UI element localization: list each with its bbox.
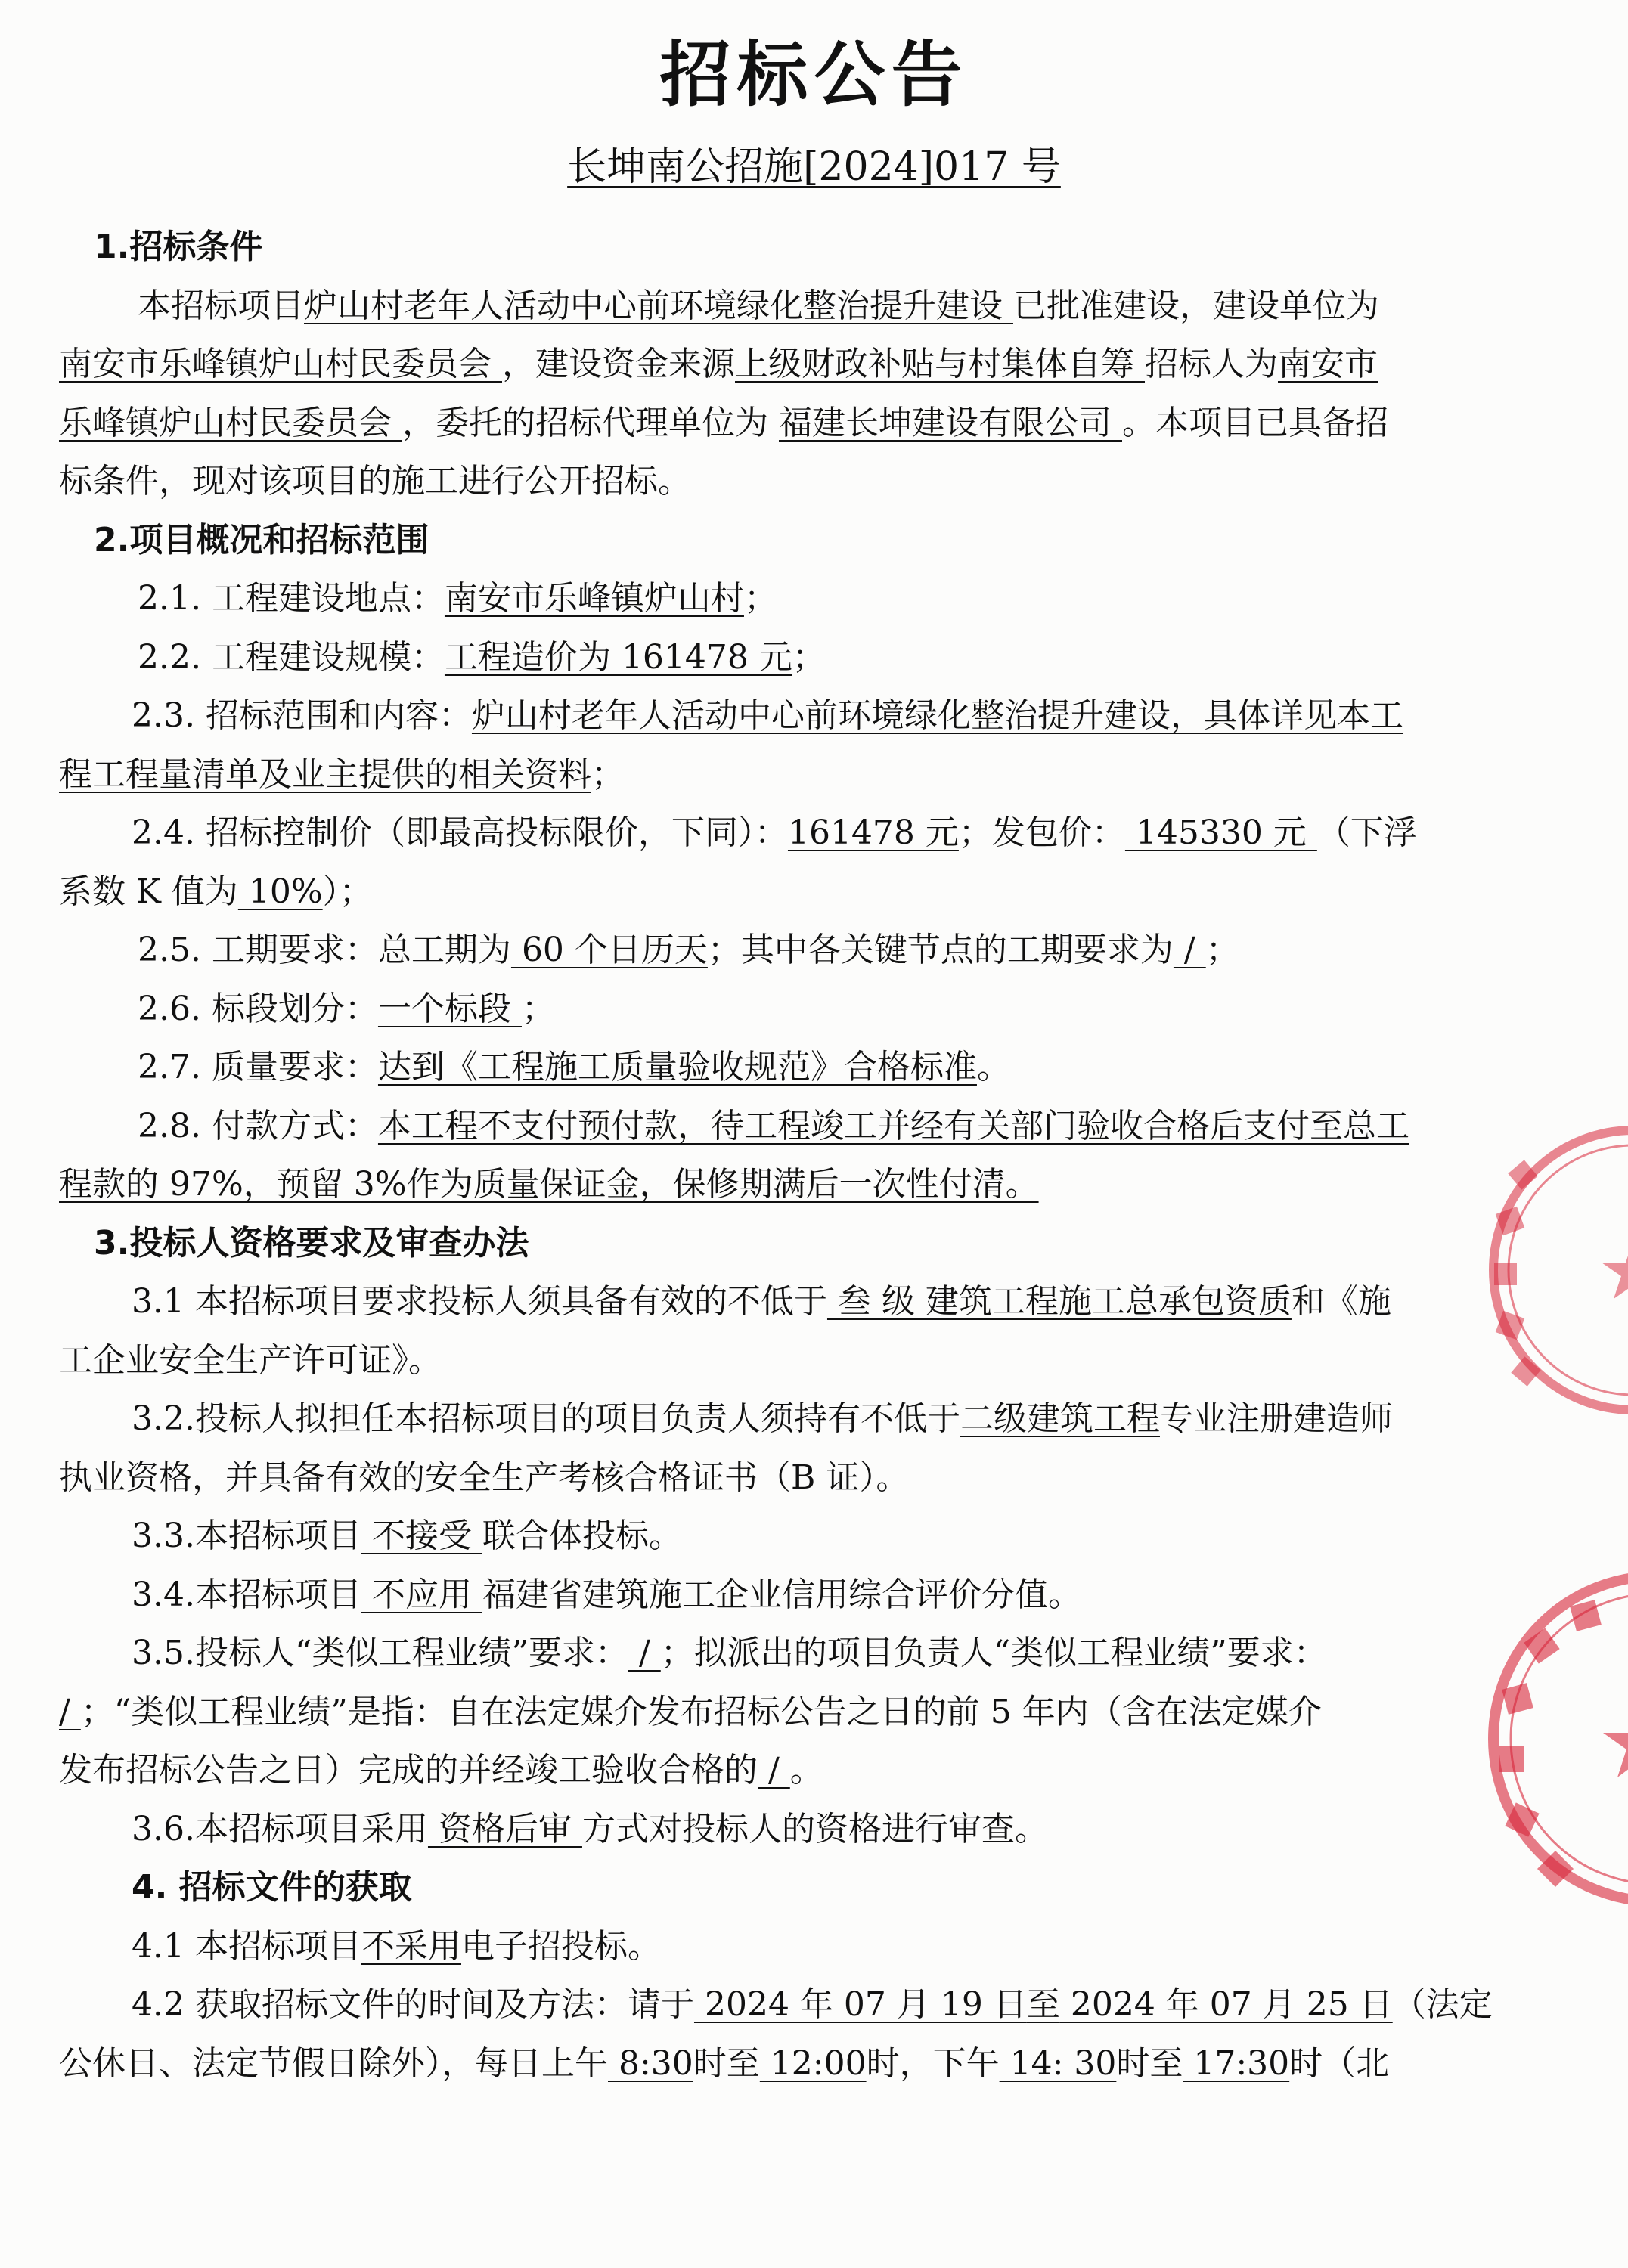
value: 不应用: [361, 1575, 482, 1614]
text: ）；: [322, 872, 373, 911]
item-2-5: [59, 921, 1496, 980]
text: 时至: [1116, 2043, 1183, 2083]
text: ；: [743, 579, 777, 618]
tenderer: 南安市: [1278, 345, 1378, 383]
fund-source: 上级财政补贴与村集体自筹: [735, 345, 1145, 383]
text: 方式对投标人的资格进行审查。: [581, 1809, 1048, 1848]
item-3-1: [59, 1272, 1496, 1331]
text: 系数 K 值为: [59, 872, 238, 911]
item-3-5: [59, 1624, 1496, 1683]
time: 14: 30: [999, 2043, 1117, 2083]
section-1-para-line-1: [59, 277, 1496, 336]
text: （法定: [1392, 1985, 1493, 2024]
time: 17:30: [1183, 2043, 1290, 2083]
item-2-3: [59, 686, 1496, 745]
item-2-8-cont: [59, 1155, 1496, 1214]
text: 福建省建筑施工企业信用综合评价分值。: [482, 1575, 1081, 1614]
item-2-1: [59, 569, 1496, 628]
text: 3.3.本招标项目: [132, 1517, 361, 1555]
section-1-para-line-4: 标条件，现对该项目的施工进行公开招标。: [59, 462, 691, 500]
item-3-2: [59, 1390, 1496, 1448]
item-2-7: [59, 1038, 1496, 1097]
section-3-heading: 3.投标人资格要求及审查办法: [94, 1223, 529, 1263]
value: 工程造价为 161478 元: [444, 637, 792, 677]
section-2-heading: 2.项目概况和招标范围: [94, 520, 429, 559]
text: ；: [521, 989, 555, 1028]
value: 程工程量清单及业主提供的相关资料: [59, 754, 591, 794]
value: /: [1173, 931, 1206, 969]
text: ；: [1205, 931, 1239, 969]
text: 本招标项目: [138, 286, 304, 325]
value: 不接受: [361, 1517, 482, 1555]
text: 联合体投标。: [482, 1517, 682, 1555]
value: /: [758, 1751, 790, 1789]
time: 12:00: [759, 2043, 867, 2083]
value: /: [628, 1634, 661, 1672]
value: 60 个日历天: [510, 931, 708, 969]
qualification: 叁 级 建筑工程施工总承包资质: [826, 1282, 1292, 1321]
item-4-2: [59, 1975, 1496, 2034]
label: 2.2. 工程建设规模：: [138, 637, 445, 677]
item-2-4: [59, 804, 1496, 863]
start-date: 2024 年 07 月 19 日: [693, 1985, 1027, 2024]
section-4-heading: 4. 招标文件的获取: [132, 1868, 412, 1907]
text: 4.2 获取招标文件的时间及方法：请于: [132, 1985, 694, 2024]
k-value: 10%: [237, 872, 323, 911]
project-name: 炉山村老年人活动中心前环境绿化整治提升建设: [304, 286, 1013, 325]
text: 时（北: [1289, 2043, 1390, 2083]
item-2-4-cont: [59, 863, 1496, 922]
agency: 福建长坤建设有限公司: [779, 403, 1122, 442]
text: 3.2.投标人拟担任本招标项目的项目负责人须持有不低于: [132, 1399, 960, 1438]
text: 。: [789, 1751, 823, 1789]
value: 炉山村老年人活动中心前环境绿化整治提升建设，具体详见本工: [471, 696, 1403, 735]
document-body: [59, 218, 1496, 2093]
value: 不采用: [361, 1926, 461, 1966]
text: 已批准建设，建设单位为: [1012, 286, 1379, 325]
label: 2.3. 招标范围和内容：: [132, 696, 472, 735]
text: ；拟派出的项目负责人“类似工程业绩”要求：: [660, 1634, 1327, 1672]
section-1-heading: 1.招标条件: [94, 228, 263, 266]
value: 程款的 97%，预留 3%作为质量保证金，保修期满后一次性付清。: [59, 1165, 1039, 1204]
text: 时至: [693, 2043, 760, 2083]
document-number: [0, 141, 1628, 194]
value: 南安市乐峰镇炉山村: [444, 579, 744, 618]
text: 。本项目已具备招: [1122, 403, 1388, 442]
item-2-8: [59, 1097, 1496, 1156]
text: 和《施: [1291, 1282, 1391, 1321]
label: 2.4. 招标控制价（即最高投标限价，下同）：: [132, 813, 788, 852]
value: 本工程不支付预付款，待工程竣工并经有关部门验收合格后支付至总工: [377, 1106, 1409, 1145]
item-2-3-cont: [59, 745, 1496, 804]
end-date: 2024 年 07 月 25 日: [1059, 1985, 1393, 2024]
text: ，建设资金来源: [502, 345, 735, 383]
tenderer: 乐峰镇炉山村民委员会: [59, 403, 402, 442]
text: 发布招标公告之日）完成的并经竣工验收合格的: [59, 1751, 758, 1789]
text: ；其中各关键节点的工期要求为: [707, 931, 1174, 969]
text: ，委托的招标代理单位为: [402, 403, 779, 442]
text: 。: [976, 1048, 1010, 1086]
document-number-text: 长坤南公招施[2024]017 号: [567, 144, 1061, 190]
label: 2.6. 标段划分：: [138, 989, 378, 1028]
item-2-2: [59, 628, 1496, 687]
text: 4.1 本招标项目: [132, 1926, 361, 1966]
label: 2.1. 工程建设地点：: [138, 579, 445, 618]
item-3-5-cont: [59, 1683, 1496, 1742]
value: 达到《工程施工质量验收规范》合格标准: [377, 1048, 977, 1086]
text: ；: [792, 637, 826, 677]
text: 专业注册建造师: [1159, 1399, 1393, 1438]
text: 3.6.本招标项目采用: [132, 1809, 428, 1848]
label: 2.5. 工期要求：总工期为: [138, 931, 511, 969]
label: 2.7. 质量要求：: [138, 1048, 378, 1086]
item-3-2-cont: 执业资格，并具备有效的安全生产考核合格证书（B 证）。: [59, 1458, 910, 1497]
value: 二级建筑工程: [960, 1399, 1160, 1438]
item-3-6: [59, 1800, 1496, 1859]
item-4-1: [59, 1917, 1496, 1976]
section-1-para-line-3: [59, 394, 1496, 453]
control-price: 161478 元: [787, 813, 959, 852]
value: 一个标段: [377, 989, 522, 1028]
text: 公休日、法定节假日除外），每日上午: [59, 2043, 608, 2083]
text: 3.5.投标人“类似工程业绩”要求：: [132, 1634, 628, 1672]
label: 2.8. 付款方式：: [138, 1106, 378, 1145]
contract-price: 145330 元: [1124, 813, 1317, 852]
text: 3.4.本招标项目: [132, 1575, 361, 1614]
text: 至: [1026, 1985, 1060, 2024]
value: 资格后审: [427, 1809, 582, 1848]
text: ；发包价：: [958, 813, 1125, 852]
construction-unit: 南安市乐峰镇炉山村民委员会: [59, 345, 502, 383]
item-3-4: [59, 1566, 1496, 1625]
text: ；: [591, 754, 625, 794]
item-3-5-cont-2: [59, 1741, 1496, 1800]
section-1-para-line-2: [59, 335, 1496, 394]
text: 时，下午: [866, 2043, 1000, 2083]
text: ；“类似工程业绩”是指：自在法定媒介发布招标公告之日的前 5 年内（含在法定媒介: [80, 1692, 1322, 1731]
time: 8:30: [608, 2043, 693, 2083]
page-title: 招标公告: [659, 34, 969, 116]
item-4-2-cont: [59, 2034, 1496, 2093]
text: （下浮: [1316, 813, 1417, 852]
item-2-6: [59, 980, 1496, 1039]
text: 电子招投标。: [460, 1926, 661, 1966]
item-3-3: [59, 1507, 1496, 1566]
item-3-1-cont: 工企业安全生产许可证》。: [59, 1340, 442, 1380]
text: 招标人为: [1145, 345, 1278, 383]
value: /: [59, 1692, 81, 1731]
text: 3.1 本招标项目要求投标人须具备有效的不低于: [132, 1282, 827, 1321]
